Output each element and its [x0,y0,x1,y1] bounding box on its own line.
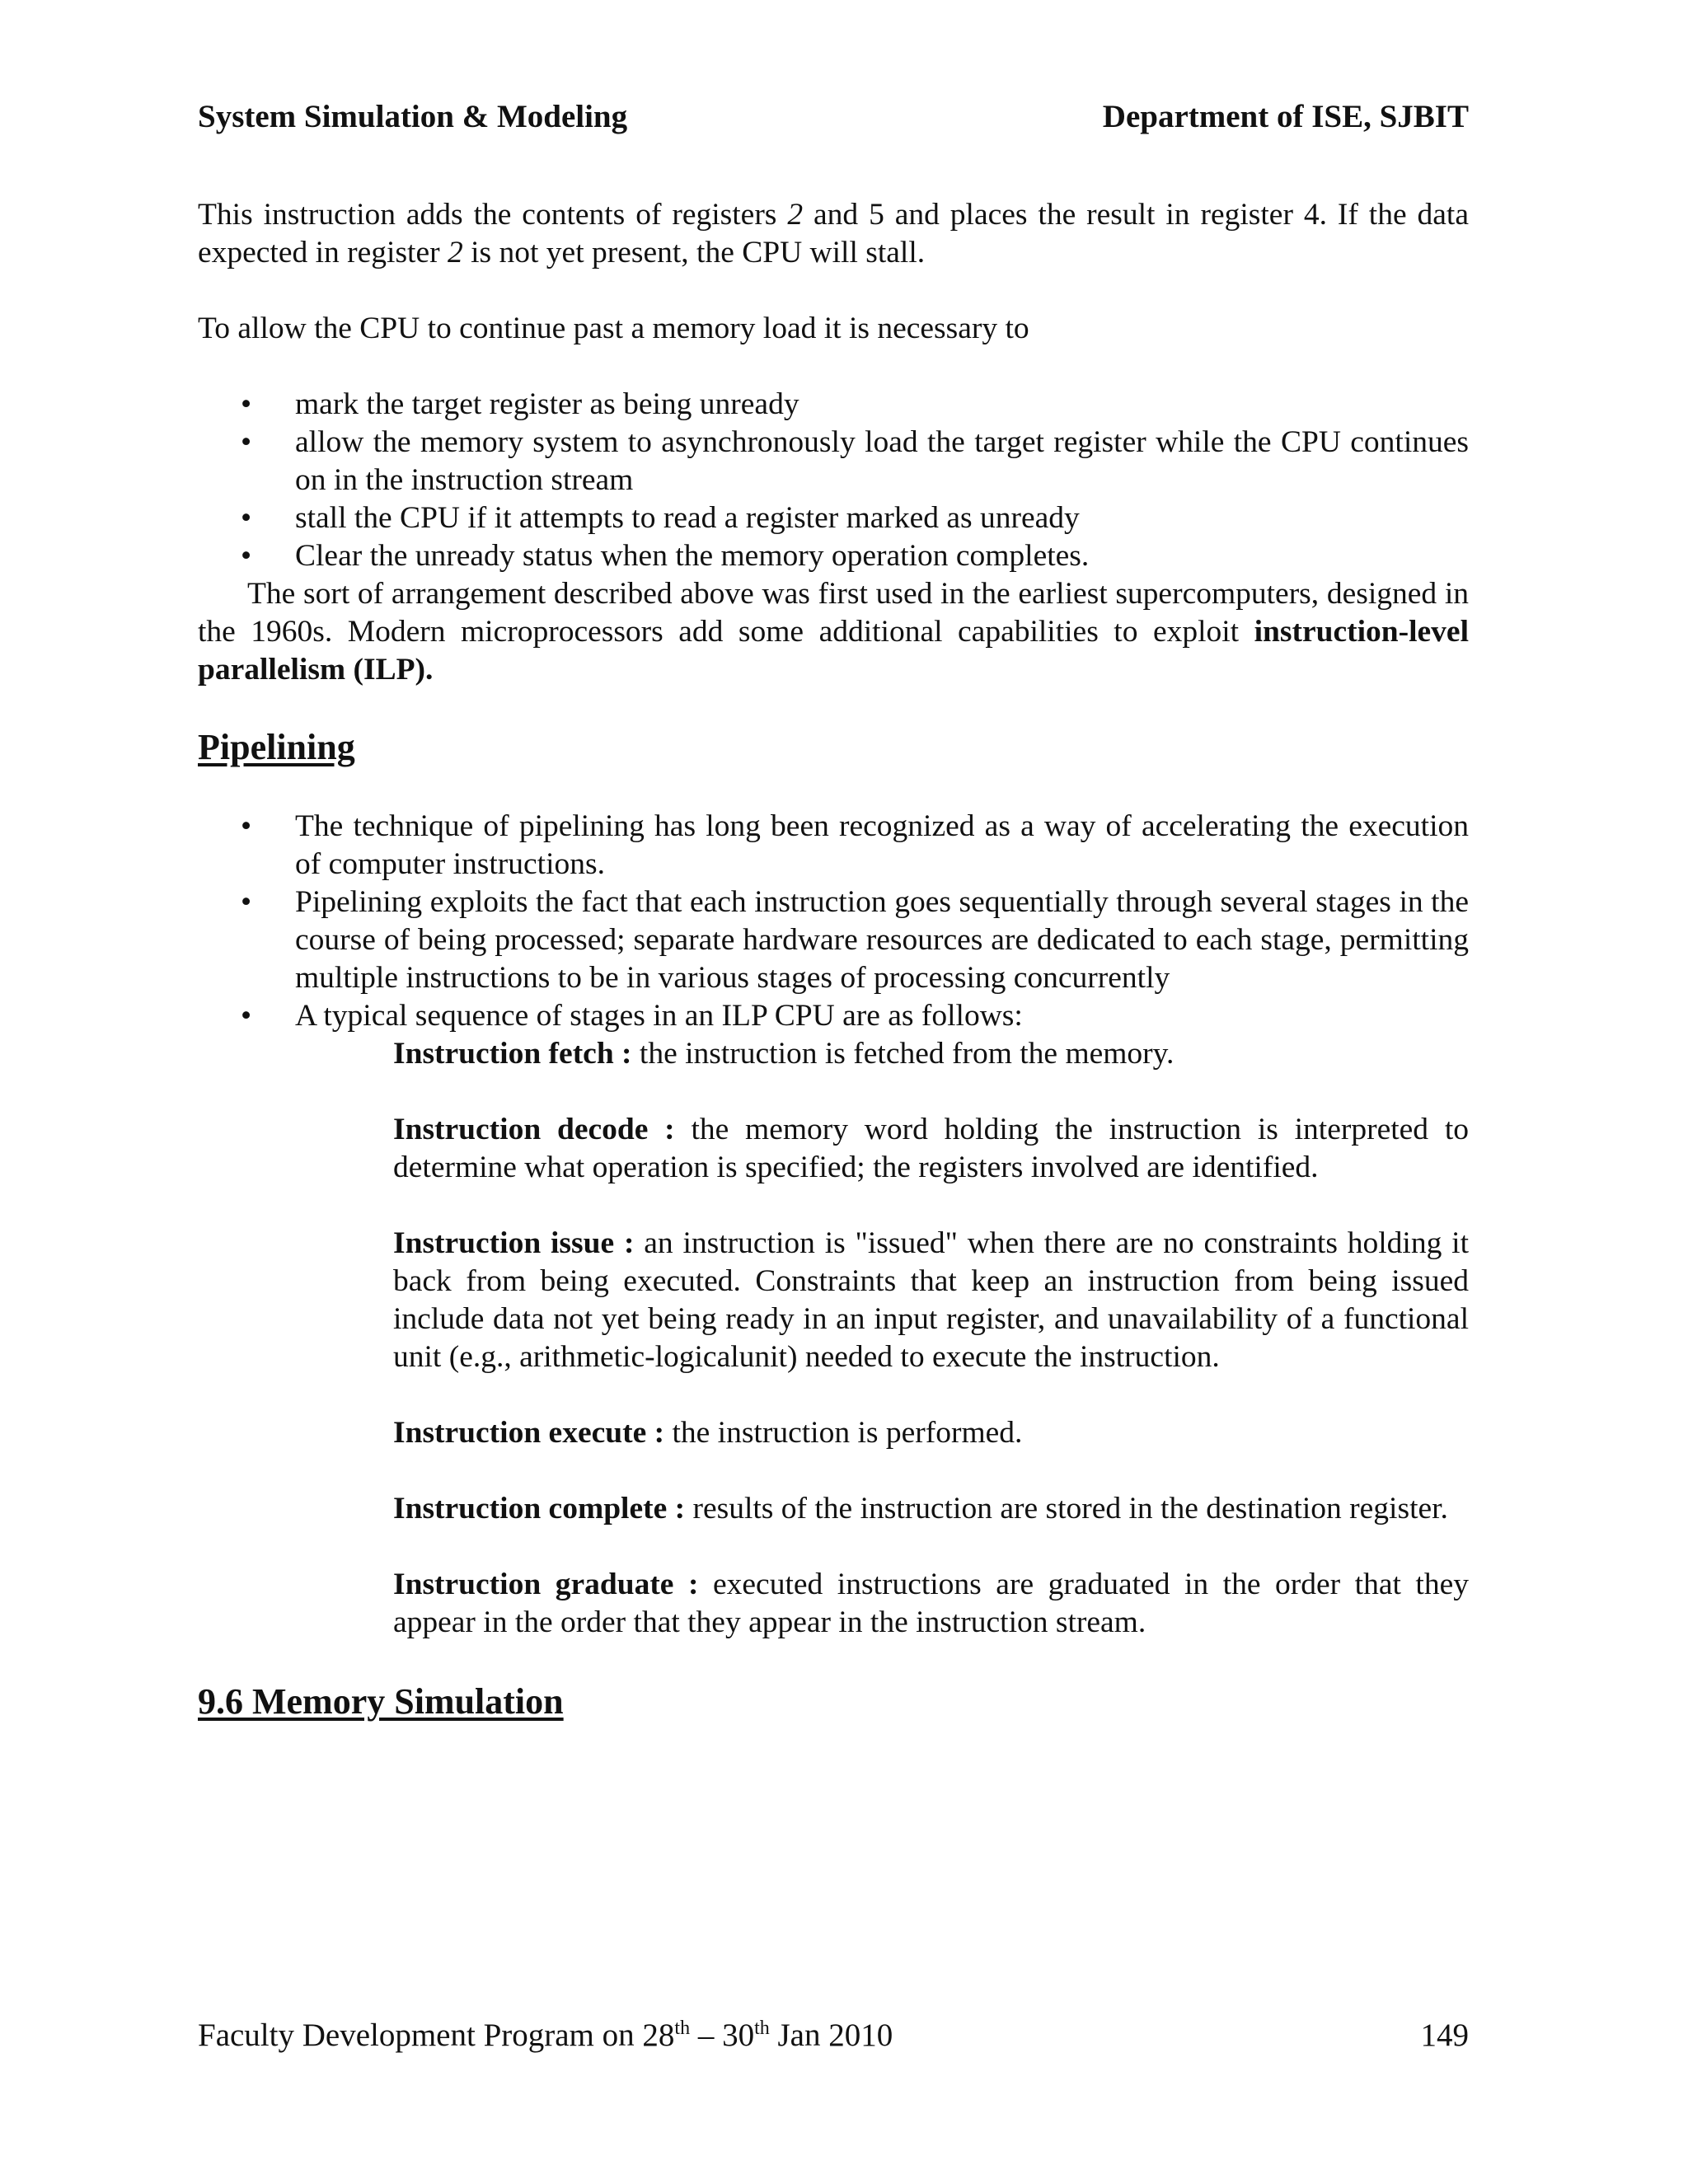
list-item: • mark the target register as being unready [198,386,1469,424]
footer-program: Faculty Development Program on 28th – 30th Jan 2010 [198,2018,893,2053]
bullet-icon: • [241,999,252,1033]
pipeline-stages [198,1035,1469,1642]
page-header [198,97,1469,137]
list-item: • allow the memory system to asynchronously load the target register while the CPU continues on in the instruction stream [241,425,1469,497]
page-content [198,196,1469,1762]
stage-execute: Instruction execute : the instruction is performed. [393,1416,1023,1450]
pipelining-heading: Pipelining [198,727,355,767]
list-item: • A typical sequence of stages in an ILP CPU are as follows: [198,997,1469,1035]
bullet-icon: • [241,539,252,573]
header-course-title: System Simulation & Modeling [198,99,628,134]
list-item: • The technique of pipelining has long been recognized as a way of accelerating the execution of computer instructions. [241,809,1469,881]
intro-paragraph-1: This instruction adds the contents of registers 2 and 5 and places the result in register 4. If the data expected in register 2 is not yet present, the CPU will stall. [198,198,1469,269]
bullet-icon: • [241,809,252,843]
load-steps-list [198,386,1469,575]
stage-graduate: Instruction graduate : executed instructions are graduated in the order that they appear in the order that they appear in the instruction stream. [393,1568,1469,1639]
stage-fetch: Instruction fetch : the instruction is fetched from the memory. [393,1037,1175,1071]
bullet-icon: • [241,885,252,919]
page-footer [198,2016,1469,2055]
stage-complete: Instruction complete : results of the instruction are stored in the destination register. [393,1492,1448,1526]
bullet-icon: • [241,387,252,421]
list-item: • Pipelining exploits the fact that each instruction goes sequentially through several stages in the course of being processed; separate hardware resources are dedicated to each stage, permitting multiple instructions to be in various stages of processing concurrently [241,885,1469,995]
list-item: • stall the CPU if it attempts to read a register marked as unready [198,499,1469,537]
intro-paragraph-3: The sort of arrangement described above was first used in the earliest supercomputers, designed in the 1960s. Modern microprocessors add some additional capabilities to exploit instruction-level parallelism (ILP). [198,577,1469,687]
document-page [198,0,1469,2184]
memory-simulation-heading: 9.6 Memory Simulation [198,1681,564,1722]
stage-decode: Instruction decode : the memory word holding the instruction is interpreted to determine what operation is specified; the registers involved are identified. [393,1113,1469,1184]
header-department: Department of ISE, SJBIT [1102,99,1469,134]
pipelining-list [198,808,1469,1035]
bullet-icon: • [241,501,252,535]
stage-issue: Instruction issue : an instruction is "issued" when there are no constraints holding it back from being executed. Constraints that keep an instruction from being issued include data not yet being ready in an input register, and unavailability of a functional unit (e.g., arithmetic-logicalunit) needed to execute the instruction. [393,1226,1470,1374]
page-number: 149 [1420,2018,1469,2053]
bullet-icon: • [241,425,252,459]
intro-paragraph-2: To allow the CPU to continue past a memory load it is necessary to [198,312,1029,345]
list-item: • Clear the unready status when the memory operation completes. [198,537,1469,575]
